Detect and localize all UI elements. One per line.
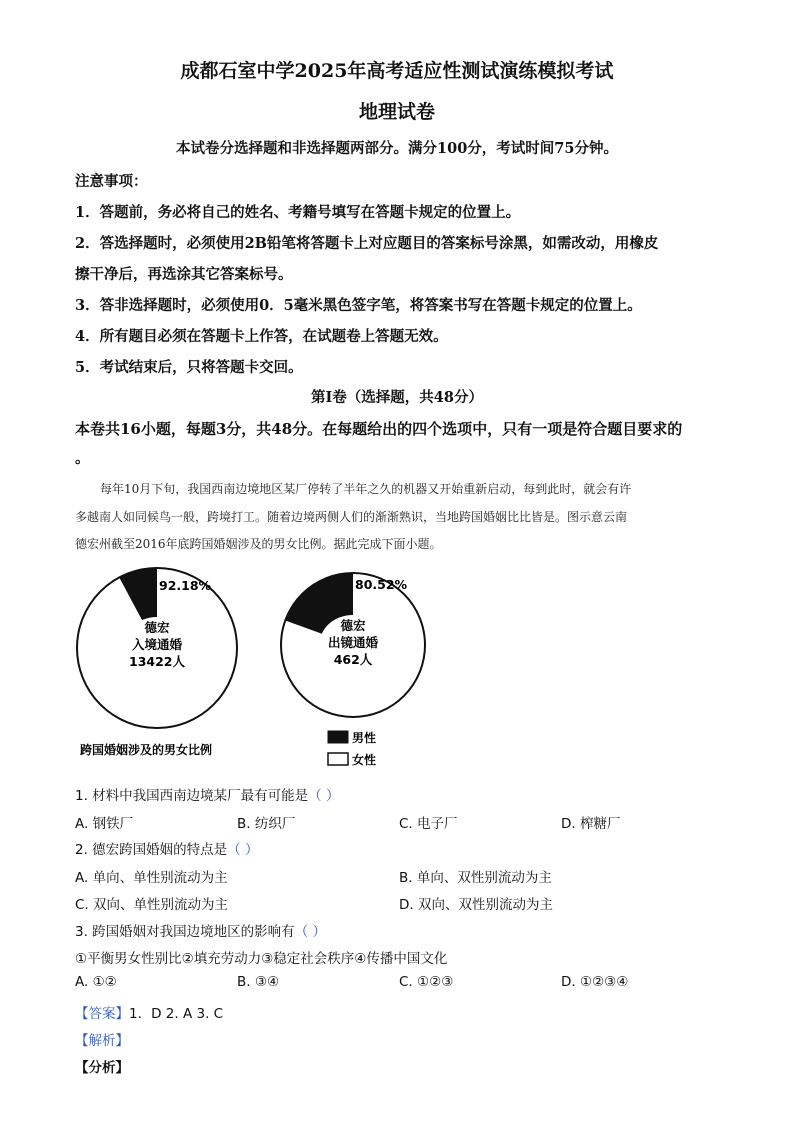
legend-male-label: 男性 — [352, 731, 377, 745]
answer-text: 1．D 2. A 3. C — [129, 1006, 224, 1022]
q3-option-d[interactable]: D. ①②③④ — [561, 974, 629, 990]
q2-option-b[interactable]: B. 单向、双性别流动为主 — [399, 870, 552, 886]
note-item-2-cont: 擦干净后，再选涂其它答案标号。 — [75, 266, 293, 283]
question-1-bracket: （ ） — [308, 788, 340, 804]
chart-caption: 跨国婚姻涉及的男女比例 — [80, 743, 213, 757]
pie-data-label: 80.52% — [355, 577, 408, 592]
question-3-statements: ①平衡男女性别比②填充劳动力③稳定社会秩序④传播中国文化 — [75, 951, 448, 967]
pie-entry-marriage — [77, 568, 237, 728]
q3-option-c[interactable]: C. ①②③ — [399, 974, 454, 990]
answer-label: 【答案】 — [75, 1006, 129, 1022]
note-item-1: 1．答题前，务必将自己的姓名、考籍号填写在答题卡规定的位置上。 — [75, 204, 521, 221]
pie-center-label: 13422人 — [129, 654, 185, 669]
pie-center-label: 入境通婚 — [131, 637, 183, 652]
q1-option-b[interactable]: B. 纺织厂 — [237, 816, 296, 832]
q1-option-d[interactable]: D. 榨糖厂 — [561, 816, 621, 832]
pie-center-label: 德宏 — [340, 618, 366, 633]
exam-intro: 本试卷分选择题和非选择题两部分。满分100分，考试时间75分钟。 — [176, 140, 618, 157]
notes-heading: 注意事项： — [75, 173, 148, 190]
note-item-3: 3．答非选择题时，必须使用0．5毫米黑色签字笔，将答案书写在答题卡规定的位置上。 — [75, 297, 642, 314]
fenxi-label: 【分析】 — [75, 1060, 129, 1076]
pie-exit-marriage — [281, 573, 425, 717]
question-3-stem — [75, 920, 326, 940]
exam-title: 成都石室中学2025年高考适应性测试演练模拟考试 — [180, 60, 614, 82]
material-line-3: 德宏州截至2016年底跨国婚姻涉及的男女比例。据此完成下面小题。 — [75, 537, 442, 551]
analysis-label: 【解析】 — [75, 1033, 129, 1049]
q2-option-d[interactable]: D. 双向、双性别流动为主 — [399, 897, 553, 913]
question-2-bracket: （ ） — [227, 842, 259, 858]
material-line-2: 多越南人如同候鸟一般，跨境打工。随着边境两侧人们的渐渐熟识，当地跨国婚姻比比皆是。图示意云南 — [75, 510, 628, 524]
q1-option-a[interactable]: A. 钢铁厂 — [75, 816, 134, 832]
legend-female-swatch — [328, 753, 348, 765]
answer-line — [75, 1002, 223, 1022]
question-1-stem — [75, 784, 339, 804]
question-1-text: 1. 材料中我国西南边境某厂最有可能是 — [75, 788, 309, 804]
q3-option-b[interactable]: B. ③④ — [237, 974, 280, 990]
pie-data-label: 92.18% — [159, 578, 212, 593]
pie-center-label: 462人 — [333, 652, 373, 667]
marriage-gender-chart — [70, 560, 470, 775]
q2-option-c[interactable]: C. 双向、单性别流动为主 — [75, 897, 229, 913]
note-item-2: 2．答选择题时，必须使用2B铅笔将答题卡上对应题目的答案标号涂黑，如需改动，用橡皮 — [75, 235, 659, 252]
q2-option-a[interactable]: A. 单向、单性别流动为主 — [75, 870, 228, 886]
question-2-stem — [75, 838, 258, 858]
note-item-4: 4．所有题目必须在答题卡上作答，在试题卷上答题无效。 — [75, 328, 448, 345]
pie-center-label: 出镜通婚 — [327, 635, 379, 650]
question-3-text: 3. 跨国婚姻对我国边境地区的影响有 — [75, 924, 295, 940]
legend-male-swatch — [328, 731, 348, 743]
section-heading: 第Ⅰ卷（选择题，共48分） — [311, 389, 483, 406]
legend-female-label: 女性 — [352, 753, 377, 767]
note-item-5: 5．考试结束后，只将答题卡交回。 — [75, 359, 303, 376]
q1-option-c[interactable]: C. 电子厂 — [399, 816, 458, 832]
question-3-bracket: （ ） — [294, 924, 326, 940]
q3-option-a[interactable]: A. ①② — [75, 974, 117, 990]
section-instruction-end: 。 — [75, 450, 90, 467]
section-instruction: 本卷共16小题，每题3分，共48分。在每题给出的四个选项中，只有一项是符合题目要求的 — [75, 420, 683, 438]
pie-center-label: 德宏 — [144, 620, 170, 635]
question-2-text: 2. 德宏跨国婚姻的特点是 — [75, 842, 228, 858]
material-line-1: 每年10月下旬，我国西南边境地区某厂停转了半年之久的机器又开始重新启动，每到此时，就会有许 — [100, 482, 632, 496]
exam-subtitle: 地理试卷 — [358, 101, 435, 123]
